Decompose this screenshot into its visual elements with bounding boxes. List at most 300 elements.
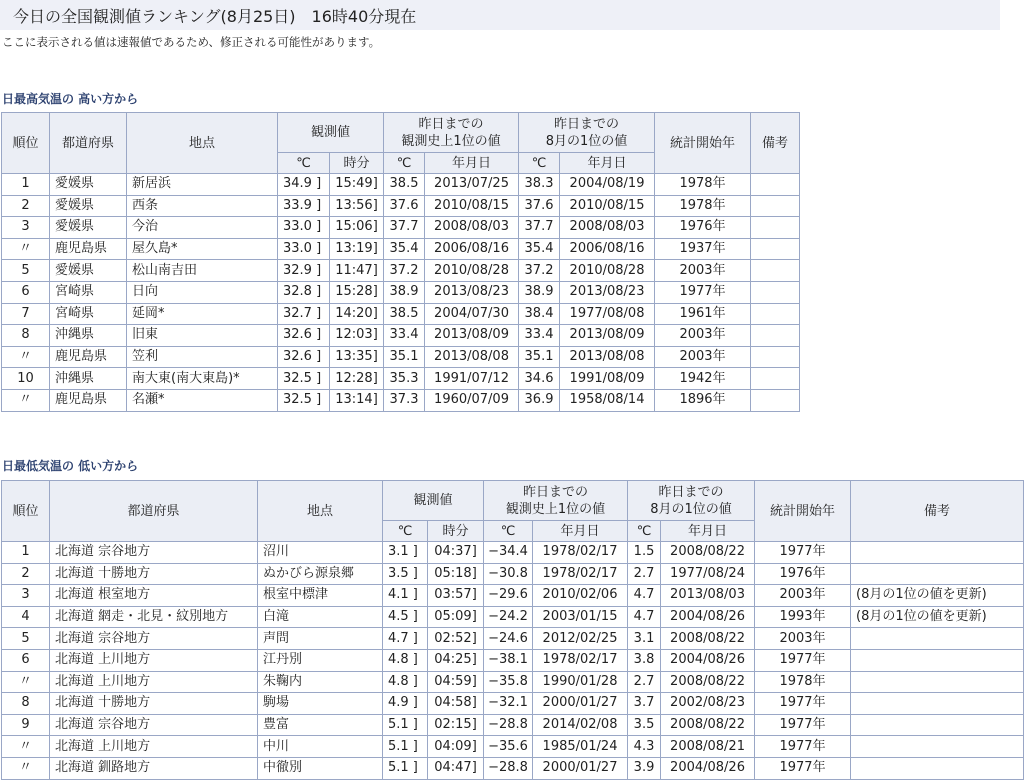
header-record-august xyxy=(519,113,655,153)
start-year-cell: 2003年 xyxy=(655,325,751,347)
record-august-date-cell: 2013/08/03 xyxy=(661,585,755,607)
table-row xyxy=(2,693,1024,715)
record-all-temp-cell: 37.6 xyxy=(384,195,425,217)
table-row xyxy=(2,346,800,368)
header-record-all-top: 昨日までの xyxy=(523,484,589,500)
point-cell: 駒場 xyxy=(258,693,383,715)
point-cell: 朱鞠内 xyxy=(258,671,383,693)
start-year-cell: 1976年 xyxy=(755,563,851,585)
table-row xyxy=(2,628,1024,650)
high-temp-table xyxy=(1,112,800,412)
record-all-date-cell: 2010/08/28 xyxy=(425,260,519,282)
table-row xyxy=(2,238,800,260)
record-august-temp-cell: 35.1 xyxy=(519,346,560,368)
record-august-date-cell: 2008/08/03 xyxy=(560,217,655,239)
remarks-cell xyxy=(851,671,1024,693)
header-record-august xyxy=(628,481,755,521)
header-observed: 観測値 xyxy=(278,113,384,153)
rank-cell: 6 xyxy=(2,281,50,303)
observed-temp-cell: 4.7 ] xyxy=(383,628,428,650)
record-all-date-cell: 2013/07/25 xyxy=(425,174,519,196)
point-cell: 南大東(南大東島)* xyxy=(127,368,278,390)
record-august-temp-cell: 2.7 xyxy=(628,671,661,693)
start-year-cell: 2003年 xyxy=(755,585,851,607)
subheader-time: 時分 xyxy=(330,153,384,174)
prefecture-cell: 沖縄県 xyxy=(50,368,127,390)
record-all-date-cell: 2010/08/15 xyxy=(425,195,519,217)
prefecture-cell: 北海道 釧路地方 xyxy=(50,757,258,779)
header-point: 地点 xyxy=(127,113,278,174)
record-august-date-cell: 1977/08/24 xyxy=(661,563,755,585)
header-start-year: 統計開始年 xyxy=(655,113,751,174)
observed-temp-cell: 32.6 ] xyxy=(278,325,330,347)
record-august-temp-cell: 3.8 xyxy=(628,649,661,671)
record-august-temp-cell: 35.4 xyxy=(519,238,560,260)
header-prefecture: 都道府県 xyxy=(50,113,127,174)
record-august-temp-cell: 36.9 xyxy=(519,389,560,411)
observed-temp-cell: 32.7 ] xyxy=(278,303,330,325)
prefecture-cell: 鹿児島県 xyxy=(50,389,127,411)
table-row xyxy=(2,389,800,411)
record-all-date-cell: 1990/01/28 xyxy=(533,671,628,693)
remarks-cell xyxy=(751,238,800,260)
observed-time-cell: 04:47] xyxy=(428,757,484,779)
record-all-date-cell: 2006/08/16 xyxy=(425,238,519,260)
point-cell: ぬかびら源泉郷 xyxy=(258,563,383,585)
remarks-cell xyxy=(751,195,800,217)
remarks-cell xyxy=(751,174,800,196)
observed-temp-cell: 3.1 ] xyxy=(383,542,428,564)
rank-cell: 2 xyxy=(2,195,50,217)
header-record-all-top: 昨日までの xyxy=(418,116,484,132)
record-august-temp-cell: 4.3 xyxy=(628,736,661,758)
point-cell: 白滝 xyxy=(258,606,383,628)
start-year-cell: 1976年 xyxy=(655,217,751,239)
record-august-date-cell: 2008/08/22 xyxy=(661,671,755,693)
record-august-date-cell: 2006/08/16 xyxy=(560,238,655,260)
start-year-cell: 1978年 xyxy=(655,174,751,196)
record-august-temp-cell: 38.9 xyxy=(519,281,560,303)
record-all-temp-cell: 37.7 xyxy=(384,217,425,239)
table-row xyxy=(2,281,800,303)
record-all-temp-cell: −24.6 xyxy=(484,628,533,650)
observed-time-cell: 04:59] xyxy=(428,671,484,693)
observed-temp-cell: 4.1 ] xyxy=(383,585,428,607)
record-all-temp-cell: 35.1 xyxy=(384,346,425,368)
record-all-temp-cell: −24.2 xyxy=(484,606,533,628)
table-row xyxy=(2,585,1024,607)
table-row xyxy=(2,671,1024,693)
header-record-august-bottom: 8月の1位の値 xyxy=(650,501,732,517)
record-august-date-cell: 1977/08/08 xyxy=(560,303,655,325)
header-record-all xyxy=(484,481,628,521)
rank-cell: 4 xyxy=(2,606,50,628)
record-all-temp-cell: −29.6 xyxy=(484,585,533,607)
start-year-cell: 1937年 xyxy=(655,238,751,260)
record-august-temp-cell: 3.9 xyxy=(628,757,661,779)
record-all-temp-cell: −28.8 xyxy=(484,714,533,736)
header-point: 地点 xyxy=(258,481,383,542)
record-all-date-cell: 2008/08/03 xyxy=(425,217,519,239)
observed-temp-cell: 32.6 ] xyxy=(278,346,330,368)
point-cell: 屋久島* xyxy=(127,238,278,260)
point-cell: 江丹別 xyxy=(258,649,383,671)
record-all-temp-cell: 35.3 xyxy=(384,368,425,390)
record-august-temp-cell: 1.5 xyxy=(628,542,661,564)
rank-cell: 〃 xyxy=(2,736,50,758)
remarks-cell xyxy=(751,303,800,325)
observed-time-cell: 15:49] xyxy=(330,174,384,196)
rank-cell: 5 xyxy=(2,628,50,650)
remarks-cell xyxy=(851,542,1024,564)
rank-cell: 8 xyxy=(2,325,50,347)
rank-cell: 〃 xyxy=(2,346,50,368)
point-cell: 中川 xyxy=(258,736,383,758)
header-record-all-bottom: 観測史上1位の値 xyxy=(505,501,606,517)
observed-time-cell: 03:57] xyxy=(428,585,484,607)
prefecture-cell: 鹿児島県 xyxy=(50,346,127,368)
rank-cell: 1 xyxy=(2,542,50,564)
record-all-date-cell: 2013/08/23 xyxy=(425,281,519,303)
rank-cell: 2 xyxy=(2,563,50,585)
remarks-cell xyxy=(751,260,800,282)
remarks-cell xyxy=(751,325,800,347)
record-august-temp-cell: 33.4 xyxy=(519,325,560,347)
observed-time-cell: 14:20] xyxy=(330,303,384,325)
record-all-temp-cell: −30.8 xyxy=(484,563,533,585)
rank-cell: 5 xyxy=(2,260,50,282)
observed-time-cell: 13:35] xyxy=(330,346,384,368)
record-all-date-cell: 2000/01/27 xyxy=(533,693,628,715)
rank-cell: 〃 xyxy=(2,671,50,693)
observed-temp-cell: 4.8 ] xyxy=(383,649,428,671)
point-cell: 旧東 xyxy=(127,325,278,347)
observed-temp-cell: 34.9 ] xyxy=(278,174,330,196)
observed-temp-cell: 4.8 ] xyxy=(383,671,428,693)
table-row xyxy=(2,303,800,325)
prefecture-cell: 宮崎県 xyxy=(50,303,127,325)
table-row xyxy=(2,649,1024,671)
record-august-date-cell: 2008/08/22 xyxy=(661,628,755,650)
record-august-temp-cell: 4.7 xyxy=(628,606,661,628)
record-all-temp-cell: 35.4 xyxy=(384,238,425,260)
disclaimer-note: ここに表示される値は速報値であるため、修正される可能性があります。 xyxy=(2,35,381,49)
prefecture-cell: 北海道 宗谷地方 xyxy=(50,714,258,736)
prefecture-cell: 愛媛県 xyxy=(50,195,127,217)
record-august-date-cell: 2004/08/26 xyxy=(661,606,755,628)
record-all-date-cell: 2000/01/27 xyxy=(533,757,628,779)
observed-time-cell: 02:52] xyxy=(428,628,484,650)
prefecture-cell: 愛媛県 xyxy=(50,260,127,282)
observed-time-cell: 11:47] xyxy=(330,260,384,282)
record-august-date-cell: 2004/08/26 xyxy=(661,649,755,671)
start-year-cell: 1977年 xyxy=(755,714,851,736)
record-august-date-cell: 2013/08/23 xyxy=(560,281,655,303)
prefecture-cell: 愛媛県 xyxy=(50,174,127,196)
start-year-cell: 1978年 xyxy=(655,195,751,217)
header-remarks: 備考 xyxy=(751,113,800,174)
remarks-cell xyxy=(851,628,1024,650)
subheader-degrees: ℃ xyxy=(519,153,560,174)
record-august-date-cell: 1991/08/09 xyxy=(560,368,655,390)
observed-temp-cell: 4.5 ] xyxy=(383,606,428,628)
start-year-cell: 1977年 xyxy=(755,649,851,671)
low-section-title: 日最低気温の 低い方から xyxy=(2,459,139,473)
prefecture-cell: 北海道 十勝地方 xyxy=(50,563,258,585)
record-august-temp-cell: 3.5 xyxy=(628,714,661,736)
record-all-date-cell: 1978/02/17 xyxy=(533,542,628,564)
remarks-cell xyxy=(751,217,800,239)
point-cell: 笠利 xyxy=(127,346,278,368)
prefecture-cell: 北海道 上川地方 xyxy=(50,671,258,693)
observed-time-cell: 15:28] xyxy=(330,281,384,303)
remarks-cell xyxy=(751,368,800,390)
prefecture-cell: 北海道 宗谷地方 xyxy=(50,628,258,650)
observed-time-cell: 13:56] xyxy=(330,195,384,217)
table-row xyxy=(2,563,1024,585)
observed-time-cell: 04:25] xyxy=(428,649,484,671)
observed-temp-cell: 5.1 ] xyxy=(383,714,428,736)
subheader-time: 時分 xyxy=(428,521,484,542)
observed-time-cell: 12:03] xyxy=(330,325,384,347)
observed-temp-cell: 3.5 ] xyxy=(383,563,428,585)
observed-time-cell: 05:18] xyxy=(428,563,484,585)
start-year-cell: 1977年 xyxy=(755,693,851,715)
point-cell: 沼川 xyxy=(258,542,383,564)
table-row xyxy=(2,542,1024,564)
record-august-date-cell: 2013/08/08 xyxy=(560,346,655,368)
remarks-cell xyxy=(751,389,800,411)
subheader-date: 年月日 xyxy=(661,521,755,542)
record-august-temp-cell: 3.1 xyxy=(628,628,661,650)
record-all-temp-cell: −34.4 xyxy=(484,542,533,564)
prefecture-cell: 北海道 宗谷地方 xyxy=(50,542,258,564)
rank-cell: 〃 xyxy=(2,389,50,411)
high-section-title: 日最高気温の 高い方から xyxy=(2,92,139,106)
header-record-august-bottom: 8月の1位の値 xyxy=(545,133,628,149)
observed-temp-cell: 32.9 ] xyxy=(278,260,330,282)
remarks-cell xyxy=(851,693,1024,715)
record-all-date-cell: 2014/02/08 xyxy=(533,714,628,736)
rank-cell: 10 xyxy=(2,368,50,390)
point-cell: 新居浜 xyxy=(127,174,278,196)
header-observed: 観測値 xyxy=(383,481,484,521)
observed-temp-cell: 32.5 ] xyxy=(278,389,330,411)
remarks-cell xyxy=(751,281,800,303)
observed-time-cell: 04:37] xyxy=(428,542,484,564)
record-all-date-cell: 2013/08/09 xyxy=(425,325,519,347)
header-record-all xyxy=(384,113,519,153)
observed-time-cell: 04:09] xyxy=(428,736,484,758)
point-cell: 松山南吉田 xyxy=(127,260,278,282)
observed-temp-cell: 33.0 ] xyxy=(278,238,330,260)
record-all-temp-cell: −32.1 xyxy=(484,693,533,715)
start-year-cell: 1978年 xyxy=(755,671,851,693)
point-cell: 西条 xyxy=(127,195,278,217)
point-cell: 延岡* xyxy=(127,303,278,325)
prefecture-cell: 北海道 上川地方 xyxy=(50,736,258,758)
record-august-date-cell: 2008/08/22 xyxy=(661,714,755,736)
table-row xyxy=(2,736,1024,758)
table-row xyxy=(2,217,800,239)
record-all-date-cell: 2012/02/25 xyxy=(533,628,628,650)
start-year-cell: 1993年 xyxy=(755,606,851,628)
prefecture-cell: 北海道 十勝地方 xyxy=(50,693,258,715)
subheader-degrees: ℃ xyxy=(628,521,661,542)
header-record-august-top: 昨日までの xyxy=(658,484,724,500)
prefecture-cell: 宮崎県 xyxy=(50,281,127,303)
remarks-cell: (8月の1位の値を更新) xyxy=(851,606,1024,628)
prefecture-cell: 北海道 上川地方 xyxy=(50,649,258,671)
table-row xyxy=(2,368,800,390)
subheader-degrees: ℃ xyxy=(383,521,428,542)
observed-temp-cell: 5.1 ] xyxy=(383,736,428,758)
subheader-degrees: ℃ xyxy=(278,153,330,174)
observed-temp-cell: 32.8 ] xyxy=(278,281,330,303)
record-august-date-cell: 2008/08/22 xyxy=(661,542,755,564)
record-august-date-cell: 2013/08/09 xyxy=(560,325,655,347)
header-remarks: 備考 xyxy=(851,481,1024,542)
record-august-temp-cell: 34.6 xyxy=(519,368,560,390)
record-all-date-cell: 1991/07/12 xyxy=(425,368,519,390)
header-record-august-top: 昨日までの xyxy=(554,116,620,132)
record-all-temp-cell: −35.6 xyxy=(484,736,533,758)
record-all-temp-cell: 38.9 xyxy=(384,281,425,303)
observed-time-cell: 15:06] xyxy=(330,217,384,239)
subheader-degrees: ℃ xyxy=(384,153,425,174)
header-start-year: 統計開始年 xyxy=(755,481,851,542)
prefecture-cell: 愛媛県 xyxy=(50,217,127,239)
point-cell: 声問 xyxy=(258,628,383,650)
observed-time-cell: 04:58] xyxy=(428,693,484,715)
start-year-cell: 2003年 xyxy=(655,346,751,368)
observed-time-cell: 05:09] xyxy=(428,606,484,628)
record-august-temp-cell: 38.3 xyxy=(519,174,560,196)
observed-temp-cell: 33.9 ] xyxy=(278,195,330,217)
remarks-cell xyxy=(851,714,1024,736)
prefecture-cell: 北海道 根室地方 xyxy=(50,585,258,607)
record-august-date-cell: 2002/08/23 xyxy=(661,693,755,715)
record-all-temp-cell: 38.5 xyxy=(384,303,425,325)
record-all-date-cell: 2004/07/30 xyxy=(425,303,519,325)
record-all-temp-cell: −35.8 xyxy=(484,671,533,693)
remarks-cell xyxy=(851,757,1024,779)
header-rank: 順位 xyxy=(2,113,50,174)
table-row xyxy=(2,757,1024,779)
table-row xyxy=(2,260,800,282)
record-all-temp-cell: 37.2 xyxy=(384,260,425,282)
record-all-temp-cell: −28.8 xyxy=(484,757,533,779)
header-rank: 順位 xyxy=(2,481,50,542)
title-bar xyxy=(0,0,1000,30)
observed-time-cell: 02:15] xyxy=(428,714,484,736)
start-year-cell: 1977年 xyxy=(655,281,751,303)
record-august-date-cell: 2010/08/28 xyxy=(560,260,655,282)
observed-temp-cell: 4.9 ] xyxy=(383,693,428,715)
rank-cell: 9 xyxy=(2,714,50,736)
subheader-degrees: ℃ xyxy=(484,521,533,542)
subheader-date: 年月日 xyxy=(425,153,519,174)
record-all-temp-cell: −38.1 xyxy=(484,649,533,671)
rank-cell: 3 xyxy=(2,217,50,239)
observed-temp-cell: 32.5 ] xyxy=(278,368,330,390)
rank-cell: 8 xyxy=(2,693,50,715)
header-record-all-bottom: 観測史上1位の値 xyxy=(401,133,501,149)
page-title: 今日の全国観測値ランキング(8月25日) 16時40分現在 xyxy=(13,7,417,26)
observed-time-cell: 13:14] xyxy=(330,389,384,411)
start-year-cell: 1977年 xyxy=(755,542,851,564)
record-all-temp-cell: 38.5 xyxy=(384,174,425,196)
record-august-date-cell: 2010/08/15 xyxy=(560,195,655,217)
record-all-date-cell: 1978/02/17 xyxy=(533,649,628,671)
observed-temp-cell: 33.0 ] xyxy=(278,217,330,239)
record-august-date-cell: 2004/08/26 xyxy=(661,757,755,779)
prefecture-cell: 沖縄県 xyxy=(50,325,127,347)
record-august-temp-cell: 4.7 xyxy=(628,585,661,607)
record-august-temp-cell: 37.7 xyxy=(519,217,560,239)
table-row xyxy=(2,606,1024,628)
record-august-date-cell: 2004/08/19 xyxy=(560,174,655,196)
start-year-cell: 2003年 xyxy=(755,628,851,650)
record-all-date-cell: 1985/01/24 xyxy=(533,736,628,758)
prefecture-cell: 鹿児島県 xyxy=(50,238,127,260)
rank-cell: 1 xyxy=(2,174,50,196)
record-all-date-cell: 1978/02/17 xyxy=(533,563,628,585)
remarks-cell xyxy=(751,346,800,368)
record-all-temp-cell: 37.3 xyxy=(384,389,425,411)
observed-time-cell: 12:28] xyxy=(330,368,384,390)
record-august-temp-cell: 37.6 xyxy=(519,195,560,217)
rank-cell: 6 xyxy=(2,649,50,671)
start-year-cell: 2003年 xyxy=(655,260,751,282)
point-cell: 日向 xyxy=(127,281,278,303)
record-august-date-cell: 1958/08/14 xyxy=(560,389,655,411)
point-cell: 根室中標津 xyxy=(258,585,383,607)
subheader-date: 年月日 xyxy=(560,153,655,174)
table-row xyxy=(2,325,800,347)
rank-cell: 3 xyxy=(2,585,50,607)
point-cell: 今治 xyxy=(127,217,278,239)
start-year-cell: 1977年 xyxy=(755,757,851,779)
record-august-temp-cell: 37.2 xyxy=(519,260,560,282)
low-temp-table xyxy=(1,480,1024,780)
rank-cell: 〃 xyxy=(2,238,50,260)
observed-temp-cell: 5.1 ] xyxy=(383,757,428,779)
remarks-cell xyxy=(851,736,1024,758)
header-prefecture: 都道府県 xyxy=(50,481,258,542)
point-cell: 名瀬* xyxy=(127,389,278,411)
prefecture-cell: 北海道 網走・北見・紋別地方 xyxy=(50,606,258,628)
record-august-date-cell: 2008/08/21 xyxy=(661,736,755,758)
start-year-cell: 1977年 xyxy=(755,736,851,758)
rank-cell: 〃 xyxy=(2,757,50,779)
record-august-temp-cell: 3.7 xyxy=(628,693,661,715)
start-year-cell: 1896年 xyxy=(655,389,751,411)
record-all-date-cell: 1960/07/09 xyxy=(425,389,519,411)
table-row xyxy=(2,714,1024,736)
point-cell: 豊富 xyxy=(258,714,383,736)
remarks-cell: (8月の1位の値を更新) xyxy=(851,585,1024,607)
table-row xyxy=(2,174,800,196)
start-year-cell: 1961年 xyxy=(655,303,751,325)
record-august-temp-cell: 38.4 xyxy=(519,303,560,325)
subheader-date: 年月日 xyxy=(533,521,628,542)
record-all-date-cell: 2003/01/15 xyxy=(533,606,628,628)
record-all-date-cell: 2010/02/06 xyxy=(533,585,628,607)
point-cell: 中徹別 xyxy=(258,757,383,779)
record-august-temp-cell: 2.7 xyxy=(628,563,661,585)
table-row xyxy=(2,195,800,217)
